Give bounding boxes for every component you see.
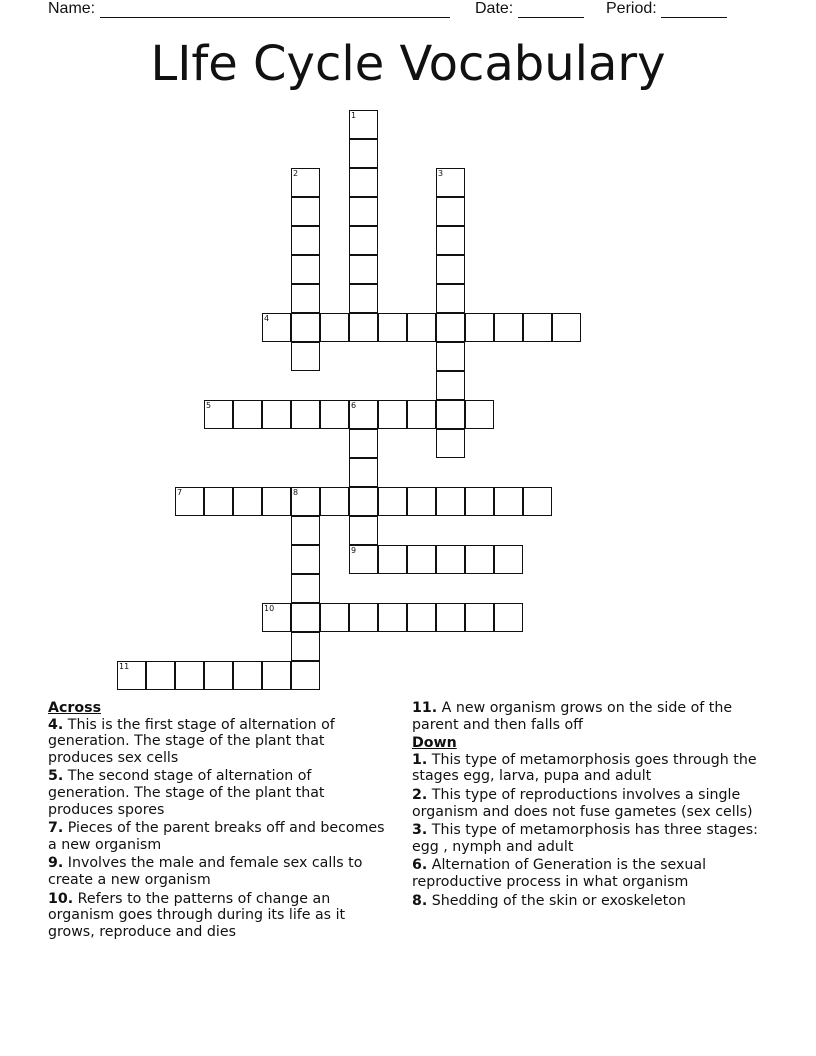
crossword-cell[interactable] <box>233 487 262 516</box>
clue-across-9 <box>48 855 388 888</box>
crossword-cell[interactable] <box>436 255 465 284</box>
crossword-cell[interactable] <box>320 400 349 429</box>
clue-number-label: 1 <box>351 111 357 120</box>
crossword-cell[interactable] <box>436 168 465 197</box>
crossword-cell[interactable] <box>291 545 320 574</box>
crossword-cell[interactable] <box>262 487 291 516</box>
clue-across-10 <box>48 891 388 941</box>
crossword-cell[interactable] <box>407 603 436 632</box>
clue-text: Pieces of the parent breaks off and becomes a new organism <box>48 820 385 853</box>
page-title: LIfe Cycle Vocabulary <box>150 36 666 92</box>
crossword-cell[interactable] <box>378 603 407 632</box>
crossword-cell[interactable] <box>407 487 436 516</box>
crossword-cell[interactable] <box>146 661 175 690</box>
crossword-cell[interactable] <box>291 168 320 197</box>
crossword-cell[interactable] <box>436 400 465 429</box>
clue-number: 1. <box>412 751 428 768</box>
crossword-cell[interactable] <box>204 487 233 516</box>
clue-number-label: 3 <box>438 169 444 178</box>
clue-text: A new organism grows on the side of the parent and then falls off <box>412 700 733 733</box>
crossword-cell[interactable] <box>262 603 291 632</box>
crossword-cell[interactable] <box>465 603 494 632</box>
clue-down-3 <box>412 822 778 855</box>
crossword-cell[interactable] <box>349 313 378 342</box>
crossword-cell[interactable] <box>291 255 320 284</box>
crossword-cell[interactable] <box>378 487 407 516</box>
crossword-cell[interactable] <box>262 400 291 429</box>
clue-number: 7. <box>48 820 64 837</box>
clue-number: 10. <box>48 890 74 907</box>
crossword-cell[interactable] <box>291 400 320 429</box>
crossword-cell[interactable] <box>494 603 523 632</box>
clue-text: This type of metamorphosis goes through the stages egg, larva, pupa and adult <box>412 751 757 785</box>
crossword-cell[interactable] <box>378 545 407 574</box>
crossword-cell[interactable] <box>523 487 552 516</box>
crossword-cell[interactable] <box>436 371 465 400</box>
crossword-cell[interactable] <box>494 313 523 342</box>
crossword-cell[interactable] <box>320 313 349 342</box>
clue-number-label: 2 <box>293 169 299 178</box>
crossword-cell[interactable] <box>320 487 349 516</box>
clue-across-11 <box>412 700 778 733</box>
clues-right-column <box>412 700 778 911</box>
crossword-cell[interactable] <box>494 545 523 574</box>
crossword-cell[interactable] <box>465 545 494 574</box>
crossword-cell[interactable] <box>291 516 320 545</box>
clue-number-label: 6 <box>351 401 357 410</box>
clue-text: The second stage of alternation of generation. The stage of the plant that produces spores <box>48 768 325 818</box>
clue-number: 5. <box>48 768 64 785</box>
clue-number-label: 7 <box>177 488 183 497</box>
clue-down-6 <box>412 857 778 890</box>
crossword-cell[interactable] <box>494 487 523 516</box>
date-label: Date: <box>475 0 514 17</box>
crossword-cell[interactable] <box>291 226 320 255</box>
clue-number-label: 4 <box>264 314 270 323</box>
clue-across-4 <box>48 717 388 767</box>
clue-number: 3. <box>412 822 428 839</box>
crossword-cell[interactable] <box>117 661 146 690</box>
crossword-cell[interactable] <box>436 487 465 516</box>
crossword-cell[interactable] <box>349 516 378 545</box>
clue-number: 8. <box>412 892 428 909</box>
crossword-cell[interactable] <box>349 400 378 429</box>
clue-text: This is the first stage of alternation of generation. The stage of the plant that produces sex cells <box>48 716 335 766</box>
clue-text: Shedding of the skin or exoskeleton <box>431 892 686 909</box>
crossword-cell[interactable] <box>407 313 436 342</box>
crossword-cell[interactable] <box>204 400 233 429</box>
crossword-cell[interactable] <box>291 284 320 313</box>
crossword-cell[interactable] <box>436 197 465 226</box>
crossword-cell[interactable] <box>349 110 378 139</box>
crossword-cell[interactable] <box>523 313 552 342</box>
clue-text: This type of reproductions involves a single organism and does not fuse gametes (sex cells) <box>412 786 753 820</box>
crossword-cell[interactable] <box>175 487 204 516</box>
crossword-cell[interactable] <box>175 661 204 690</box>
crossword-cell[interactable] <box>378 313 407 342</box>
crossword-cell[interactable] <box>320 603 349 632</box>
clue-across-5 <box>48 768 388 818</box>
clue-number: 4. <box>48 716 64 733</box>
crossword-cell[interactable] <box>291 487 320 516</box>
crossword-cell[interactable] <box>349 429 378 458</box>
clue-number: 2. <box>412 786 428 803</box>
name-label: Name: <box>48 0 96 17</box>
crossword-cell[interactable] <box>552 313 581 342</box>
crossword-cell[interactable] <box>436 603 465 632</box>
crossword-cell[interactable] <box>349 139 378 168</box>
crossword-cell[interactable] <box>233 400 262 429</box>
crossword-cell[interactable] <box>291 661 320 690</box>
crossword-cell[interactable] <box>407 400 436 429</box>
crossword-cell[interactable] <box>436 342 465 371</box>
crossword-cell[interactable] <box>378 400 407 429</box>
clue-text: Involves the male and female sex calls to create a new organism <box>48 855 363 888</box>
clue-text: This type of metamorphosis has three stages: egg , nymph and adult <box>412 822 758 855</box>
crossword-cell[interactable] <box>291 632 320 661</box>
clue-down-1 <box>412 752 778 785</box>
crossword-cell[interactable] <box>349 197 378 226</box>
crossword-cell[interactable] <box>291 313 320 342</box>
clue-number-label: 9 <box>351 546 357 555</box>
clue-down-8 <box>412 893 778 910</box>
clue-number-label: 8 <box>293 488 299 497</box>
across-heading: Across <box>48 700 102 716</box>
crossword-cell[interactable] <box>436 284 465 313</box>
clue-text: Alternation of Generation is the sexual reproductive process in what organism <box>412 857 707 890</box>
crossword-cell[interactable] <box>349 284 378 313</box>
crossword-cell[interactable] <box>233 661 262 690</box>
crossword-cell[interactable] <box>262 313 291 342</box>
clue-down-2 <box>412 787 778 820</box>
crossword-cell[interactable] <box>349 255 378 284</box>
down-heading: Down <box>412 735 457 752</box>
crossword-cell[interactable] <box>436 313 465 342</box>
crossword-cell[interactable] <box>204 661 233 690</box>
crossword-cell[interactable] <box>349 545 378 574</box>
crossword-cell[interactable] <box>436 545 465 574</box>
clue-number: 11. <box>412 700 438 716</box>
clues-left-column <box>48 700 388 942</box>
clue-across-7 <box>48 820 388 853</box>
crossword-cell[interactable] <box>291 197 320 226</box>
clue-number: 6. <box>412 857 428 874</box>
crossword-cell[interactable] <box>407 545 436 574</box>
crossword-cell[interactable] <box>291 603 320 632</box>
clue-text: Refers to the patterns of change an organism goes through during its life as it grows, reproduce and dies <box>48 890 346 940</box>
clue-number-label: 10 <box>264 604 275 613</box>
clue-number-label: 11 <box>119 662 130 671</box>
crossword-cell[interactable] <box>436 429 465 458</box>
clue-number: 9. <box>48 855 64 872</box>
crossword-cell[interactable] <box>262 661 291 690</box>
period-label: Period: <box>606 0 657 17</box>
crossword-cell[interactable] <box>349 487 378 516</box>
crossword-cell[interactable] <box>349 458 378 487</box>
crossword-cell[interactable] <box>349 168 378 197</box>
crossword-cell[interactable] <box>349 226 378 255</box>
crossword-cell[interactable] <box>465 313 494 342</box>
crossword-cell[interactable] <box>465 487 494 516</box>
crossword-cell[interactable] <box>291 342 320 371</box>
clue-number-label: 5 <box>206 401 212 410</box>
crossword-cell[interactable] <box>436 226 465 255</box>
crossword-cell[interactable] <box>465 400 494 429</box>
crossword-cell[interactable] <box>349 603 378 632</box>
crossword-cell[interactable] <box>291 574 320 603</box>
